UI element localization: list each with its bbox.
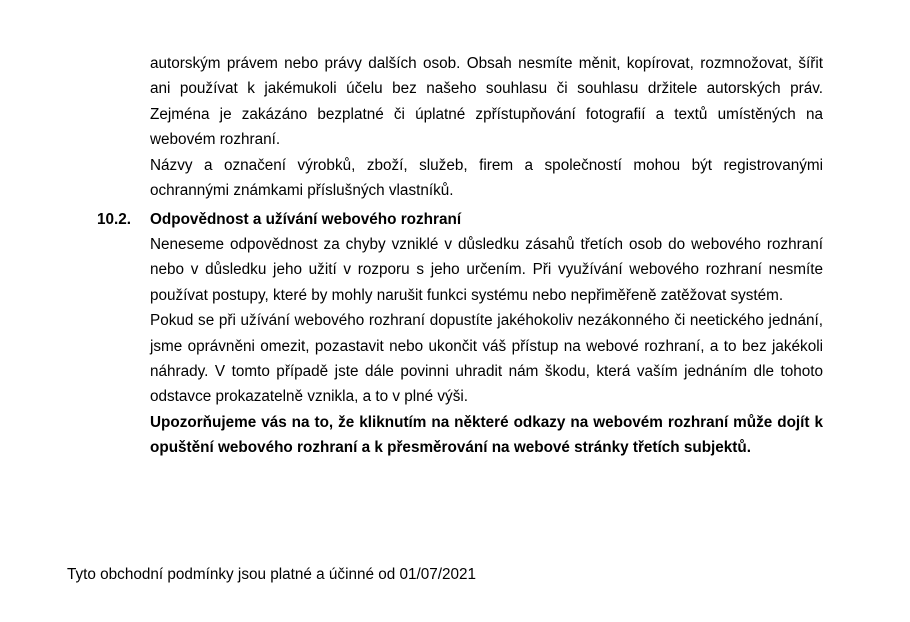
validity-statement: Tyto obchodní podmínky jsou platné a účinné od 01/07/2021 xyxy=(67,566,477,583)
section-10-1-continuation xyxy=(150,51,823,203)
liability-paragraph: Neneseme odpovědnost za chyby vzniklé v důsledku zásahů třetích osob do webového rozhraní nebo v důsledku jeho užití v rozporu s jeho určením. Při využívání webového rozhraní nesmíte používat postupy, které by mohly narušit funkci systému nebo nepřiměřeně zatěžovat systém. xyxy=(150,236,823,304)
trademarks-paragraph: Názvy a označení výrobků, zboží, služeb, firem a společností mohou být registrovanými ochrannými známkami příslušných vlastníků. xyxy=(150,156,823,200)
section-number: 10.2. xyxy=(97,211,132,228)
external-links-warning: Upozorňujeme vás na to, že kliknutím na některé odkazy na webovém rozhraní může dojít k opuštění webového rozhraní a k přesměrování na webové stránky třetích subjektů. xyxy=(150,413,823,457)
section-title: Odpovědnost a užívání webového rozhraní xyxy=(150,211,462,228)
copyright-paragraph: autorským právem nebo právy dalších osob. Obsah nesmíte měnit, kopírovat, rozmnožovat, šířit ani používat k jakémukoli účelu bez našeho souhlasu či souhlasu držitele autorských práv. Zejména je zakázáno bezplatné či úplatné zpřístupňování fotografií a textů umístěných na webovém rozhraní. xyxy=(150,55,823,149)
misuse-paragraph: Pokud se při užívání webového rozhraní dopustíte jakéhokoliv nezákonného či neetického jednání, jsme oprávněni omezit, pozastavit nebo ukončit váš přístup na webové rozhraní, a to bez jakékoli náhrady. V tomto případě jste dále povinni uhradit nám škodu, která vaším jednáním dle tohoto odstavce prokazatelně vznikla, a to v plné výši. xyxy=(150,312,823,406)
section-10-2-body xyxy=(150,232,823,461)
